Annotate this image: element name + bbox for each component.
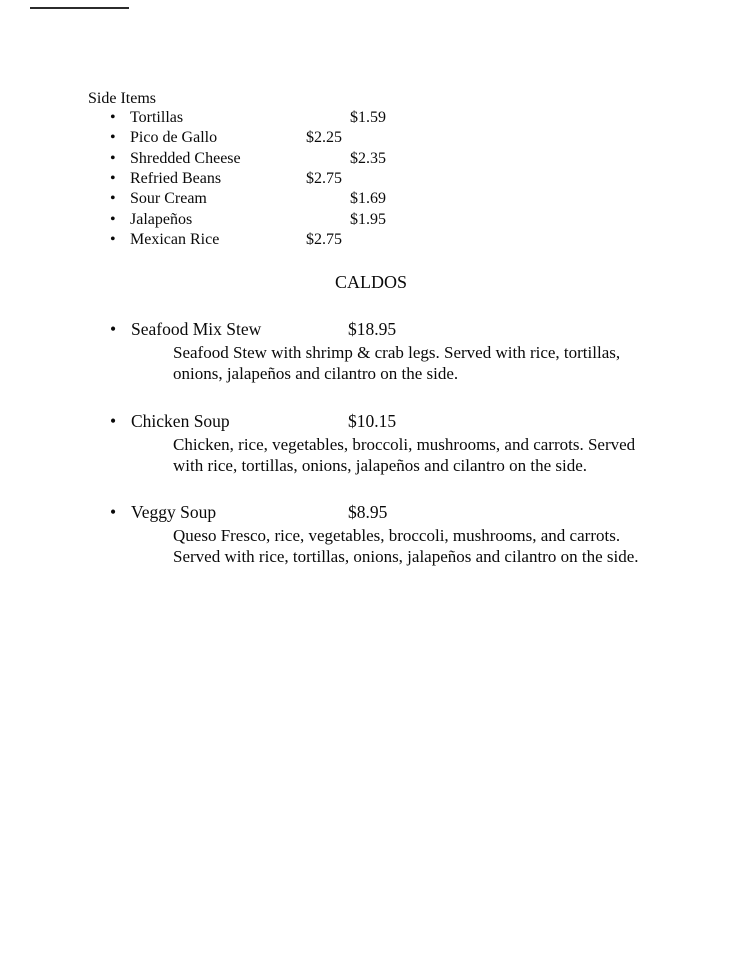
item-name: Tortillas [130,109,184,126]
caldos-entry [0,410,742,477]
item-price: $10.15 [348,411,397,431]
item-description: Seafood Stew with shrimp & crab legs. Served with rice, tortillas, onions, jalapeños and cilantro on the side. [173,343,621,384]
menu-item-row [0,108,742,128]
side-items-list [0,108,742,250]
item-price: $2.35 [350,149,386,167]
menu-item-row [0,230,742,250]
item-name: Seafood Mix Stew [131,319,262,339]
item-price: $8.95 [348,502,388,522]
item-name: Veggy Soup [131,502,217,522]
item-name: Mexican Rice [130,230,220,248]
caldos-entry [0,501,742,568]
menu-item-row [0,410,742,432]
item-name: Pico de Gallo [130,129,218,147]
caldos-section-heading: CALDOS [334,272,407,292]
bullet-icon: • [110,319,117,339]
item-price: $2.25 [306,129,342,147]
top-rule-line [30,7,129,9]
item-price: $1.95 [350,210,386,228]
item-name: Shredded Cheese [130,149,241,167]
item-price: $18.95 [348,319,397,339]
item-name: Sour Cream [130,190,207,208]
bullet-icon: • [110,210,116,228]
item-price: $2.75 [306,230,342,248]
bullet-icon: • [110,109,116,126]
bullet-icon: • [110,190,116,208]
menu-item-row [0,318,742,340]
item-description: Chicken, rice, vegetables, broccoli, mushrooms, and carrots. Served with rice, tortillas, onions, jalapeños and cilantro on the side. [173,435,636,476]
menu-item-row [0,169,742,189]
item-price: $1.69 [350,190,386,208]
caldos-entry [0,318,742,385]
side-items-title: Side Items [88,90,156,107]
item-name: Refried Beans [130,169,222,187]
menu-item-row [0,501,742,523]
item-price: $1.59 [350,109,386,126]
bullet-icon: • [110,149,116,167]
menu-item-row [0,149,742,169]
bullet-icon: • [110,230,116,248]
item-name: Chicken Soup [131,411,230,431]
menu-item-row [0,128,742,148]
item-name: Jalapeños [130,210,193,228]
bullet-icon: • [110,411,117,431]
item-description: Queso Fresco, rice, vegetables, broccoli, mushrooms, and carrots. Served with rice, tortillas, onions, jalapeños and cilantro on the side. [173,526,639,567]
item-price: $2.75 [306,169,342,187]
menu-item-row [0,189,742,209]
bullet-icon: • [110,169,116,187]
bullet-icon: • [110,129,116,147]
bullet-icon: • [110,502,117,522]
menu-item-row [0,210,742,230]
